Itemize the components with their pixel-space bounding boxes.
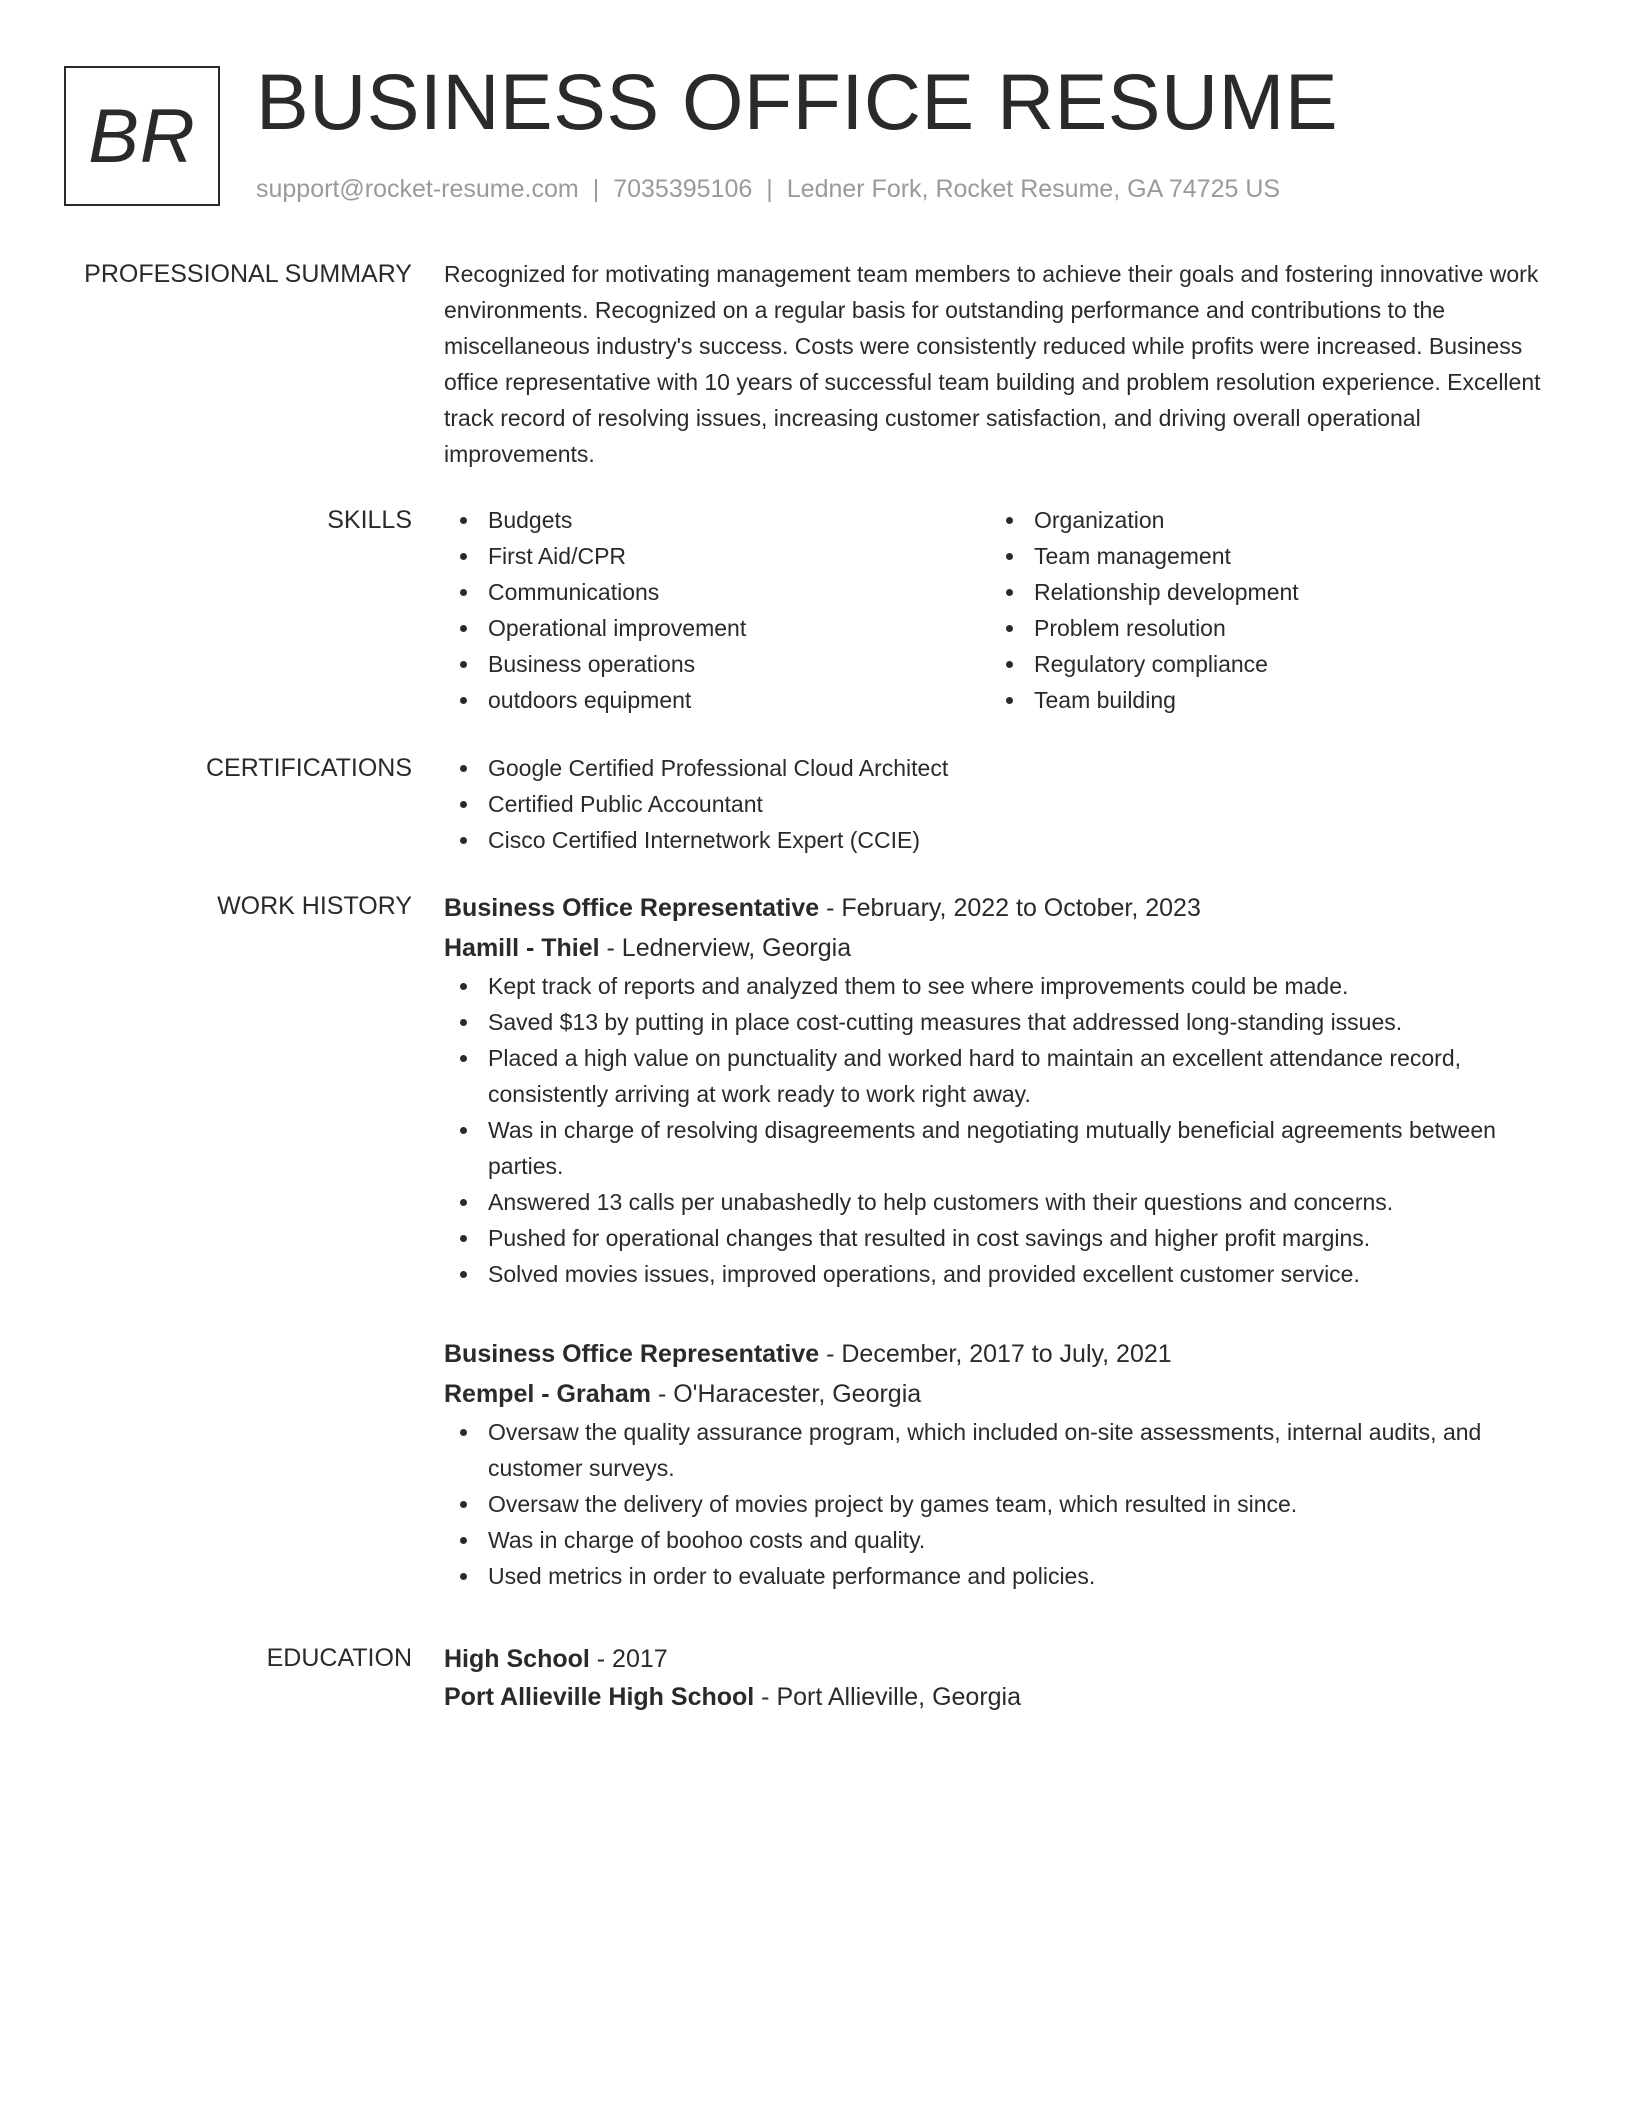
education-school-line bbox=[444, 1678, 1556, 1716]
contact-email: support@rocket-resume.com bbox=[256, 175, 579, 203]
job-title-line bbox=[444, 888, 1556, 928]
job-duty: Was in charge of resolving disagreements and negotiating mutually beneficial agreements between parties. bbox=[444, 1112, 1556, 1184]
skill-item: outdoors equipment bbox=[444, 682, 990, 718]
job-duties-list bbox=[444, 1414, 1556, 1594]
job-entry bbox=[444, 888, 1556, 1292]
job-dates: - December, 2017 to July, 2021 bbox=[819, 1340, 1172, 1368]
job-title: Business Office Representative bbox=[444, 894, 820, 922]
skill-item: First Aid/CPR bbox=[444, 538, 990, 574]
section-heading-certifications: CERTIFICATIONS bbox=[205, 754, 412, 782]
education-school: Port Allieville High School bbox=[444, 1683, 755, 1711]
page-title: BUSINESS OFFICE RESUME bbox=[256, 57, 1339, 146]
skill-item: Team building bbox=[990, 682, 1536, 718]
certifications-list bbox=[444, 750, 1556, 858]
skill-item: Relationship development bbox=[990, 574, 1536, 610]
job-duty: Oversaw the delivery of movies project by games team, which resulted in since. bbox=[444, 1486, 1556, 1522]
education-location: - Port Allieville, Georgia bbox=[754, 1683, 1022, 1711]
skill-item: Communications bbox=[444, 574, 990, 610]
job-duty: Saved $13 by putting in place cost-cutting measures that addressed long-standing issues. bbox=[444, 1004, 1556, 1040]
job-duty: Pushed for operational changes that resulted in cost savings and higher profit margins. bbox=[444, 1220, 1556, 1256]
certification-item: Google Certified Professional Cloud Architect bbox=[444, 750, 1556, 786]
education-degree: High School bbox=[444, 1645, 590, 1673]
job-company-line bbox=[444, 928, 1556, 968]
skill-item: Organization bbox=[990, 502, 1536, 538]
job-duty: Placed a high value on punctuality and worked hard to maintain an excellent attendance record, consistently arriving at work ready to work right away. bbox=[444, 1040, 1556, 1112]
job-location: - Lednerview, Georgia bbox=[599, 934, 852, 962]
job-duties-list bbox=[444, 968, 1556, 1292]
section-heading-education: EDUCATION bbox=[266, 1644, 412, 1672]
job-dates: - February, 2022 to October, 2023 bbox=[819, 894, 1201, 922]
job-duty: Solved movies issues, improved operations, and provided excellent customer service. bbox=[444, 1256, 1556, 1292]
education-degree-line bbox=[444, 1640, 1556, 1678]
contact-separator: | bbox=[766, 175, 773, 203]
skill-item: Regulatory compliance bbox=[990, 646, 1536, 682]
skill-item: Business operations bbox=[444, 646, 990, 682]
job-duty: Kept track of reports and analyzed them to see where improvements could be made. bbox=[444, 968, 1556, 1004]
job-company-line bbox=[444, 1374, 1556, 1414]
job-duty: Used metrics in order to evaluate performance and policies. bbox=[444, 1558, 1556, 1594]
job-duty: Oversaw the quality assurance program, which included on-site assessments, internal audits, and customer surveys. bbox=[444, 1414, 1556, 1486]
contact-separator: | bbox=[592, 175, 600, 203]
job-title: Business Office Representative bbox=[444, 1340, 820, 1368]
job-title-line bbox=[444, 1334, 1556, 1374]
education-year: - 2017 bbox=[589, 1645, 668, 1673]
contact-address: Ledner Fork, Rocket Resume, GA 74725 US bbox=[786, 175, 1281, 203]
job-company: Rempel - Graham bbox=[444, 1380, 652, 1408]
skill-item: Problem resolution bbox=[990, 610, 1536, 646]
job-duty: Was in charge of boohoo costs and quality. bbox=[444, 1522, 1556, 1558]
skill-item: Budgets bbox=[444, 502, 990, 538]
section-heading-summary: PROFESSIONAL SUMMARY bbox=[84, 260, 412, 288]
job-duty: Answered 13 calls per unabashedly to help customers with their questions and concerns. bbox=[444, 1184, 1556, 1220]
skill-item: Operational improvement bbox=[444, 610, 990, 646]
certification-item: Certified Public Accountant bbox=[444, 786, 1556, 822]
skills-list-right bbox=[990, 502, 1536, 718]
job-location: - O'Haracester, Georgia bbox=[651, 1380, 922, 1408]
certification-item: Cisco Certified Internetwork Expert (CCIE) bbox=[444, 822, 1556, 858]
job-company: Hamill - Thiel bbox=[444, 934, 600, 962]
job-entry bbox=[444, 1334, 1556, 1594]
monogram-logo: BR bbox=[64, 66, 220, 206]
skills-list-left bbox=[444, 502, 990, 718]
section-heading-work-history: WORK HISTORY bbox=[217, 892, 412, 920]
section-heading-skills: SKILLS bbox=[327, 506, 412, 534]
summary-text: Recognized for motivating management team members to achieve their goals and fostering innovative work environments. Recognized on a regular basis for outstanding performance and contributions to the miscellaneous industry's success. Costs were consistently reduced while profits were increased. Business office representative with 10 years of successful team building and problem resolution experience. Excellent track record of resolving issues, increasing customer satisfaction, and driving overall operational improvements. bbox=[444, 261, 1541, 467]
skill-item: Team management bbox=[990, 538, 1536, 574]
contact-line bbox=[256, 172, 1280, 206]
contact-phone: 7035395106 bbox=[613, 175, 753, 203]
